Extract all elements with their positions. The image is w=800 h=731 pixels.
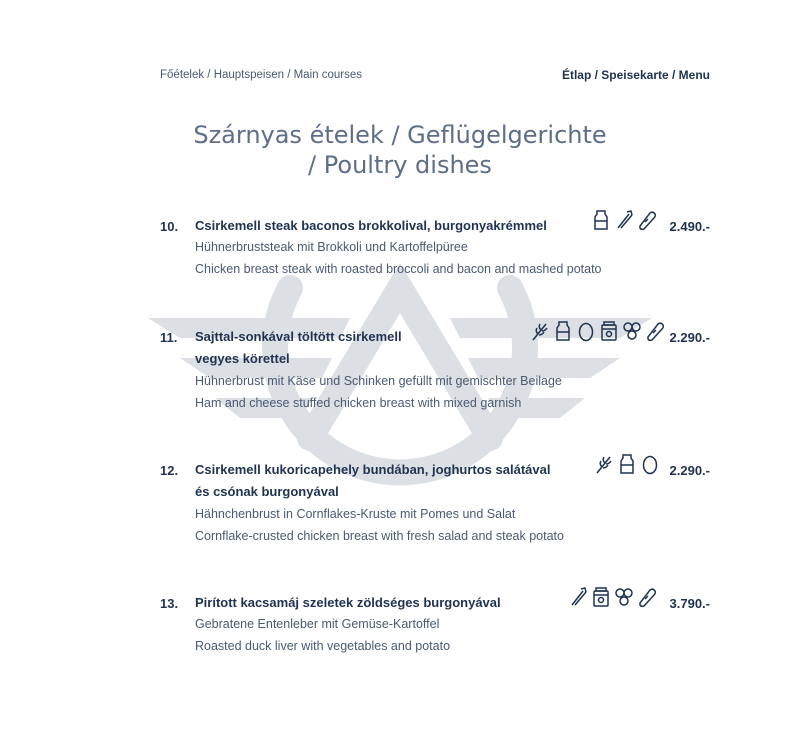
egg-icon	[576, 320, 596, 342]
peanut-icon	[614, 586, 634, 608]
milk-icon	[553, 320, 573, 342]
allergen-icons	[530, 320, 665, 342]
mustard-icon	[645, 320, 665, 342]
item-price: 2.290.-	[669, 330, 710, 345]
item-name-hu: Sajttal-sonkával töltött csirkemell	[195, 329, 402, 344]
category-label: Főételek / Hauptspeisen / Main courses	[160, 69, 362, 81]
item-name-hu: Csirkemell steak baconos brokkolival, burgonyakrémmel	[195, 218, 547, 233]
allergen-icons	[591, 209, 657, 231]
item-price: 2.490.-	[669, 219, 710, 234]
gluten-icon	[594, 453, 614, 475]
celery-icon	[568, 586, 588, 608]
item-name-hu: Pirított kacsamáj szeletek zöldséges burgonyával	[195, 595, 501, 610]
item-name-en: Cornflake-crusted chicken breast with fresh salad and steak potato	[195, 529, 564, 543]
sulphite-icon	[591, 586, 611, 608]
celery-icon	[614, 209, 634, 231]
item-name-de: Hähnchenbrust in Cornflakes-Kruste mit Pomes und Salat	[195, 507, 516, 521]
peanut-icon	[622, 320, 642, 342]
item-name-en: Roasted duck liver with vegetables and potato	[195, 639, 451, 653]
section-title	[170, 120, 630, 180]
item-name-de: Hühnerbruststeak mit Brokkoli und Kartoffelpüree	[195, 240, 468, 254]
item-number: 10.	[160, 219, 179, 234]
gluten-icon	[530, 320, 550, 342]
item-name-hu-line2: vegyes körettel	[195, 351, 290, 366]
mustard-icon	[637, 209, 657, 231]
milk-icon	[617, 453, 637, 475]
item-name-en: Chicken breast steak with roasted broccoli and bacon and mashed potato	[195, 262, 602, 276]
item-price: 2.290.-	[669, 463, 710, 478]
section-title-line1: Szárnyas ételek / Geflügelgerichte	[193, 121, 607, 149]
item-name-de: Hühnerbrust mit Käse und Schinken gefüllt mit gemischter Beilage	[195, 374, 562, 388]
item-number: 13.	[160, 596, 179, 611]
item-price: 3.790.-	[669, 596, 710, 611]
item-number: 11.	[160, 330, 178, 345]
egg-icon	[640, 453, 660, 475]
menu-title: Étlap / Speisekarte / Menu	[561, 68, 710, 82]
item-name-hu: Csirkemell kukoricapehely bundában, joghurtos salátával	[195, 462, 551, 477]
item-name-de: Gebratene Entenleber mit Gemüse-Kartoffel	[195, 617, 440, 631]
allergen-icons	[594, 453, 660, 475]
sulphite-icon	[599, 320, 619, 342]
mustard-icon	[637, 586, 657, 608]
item-number: 12.	[160, 463, 179, 478]
item-name-en: Ham and cheese stuffed chicken breast with mixed garnish	[195, 396, 522, 410]
milk-icon	[591, 209, 611, 231]
section-title-line2: / Poultry dishes	[308, 151, 492, 179]
allergen-icons	[568, 586, 657, 608]
item-name-hu-line2: és csónak burgonyával	[195, 484, 339, 499]
